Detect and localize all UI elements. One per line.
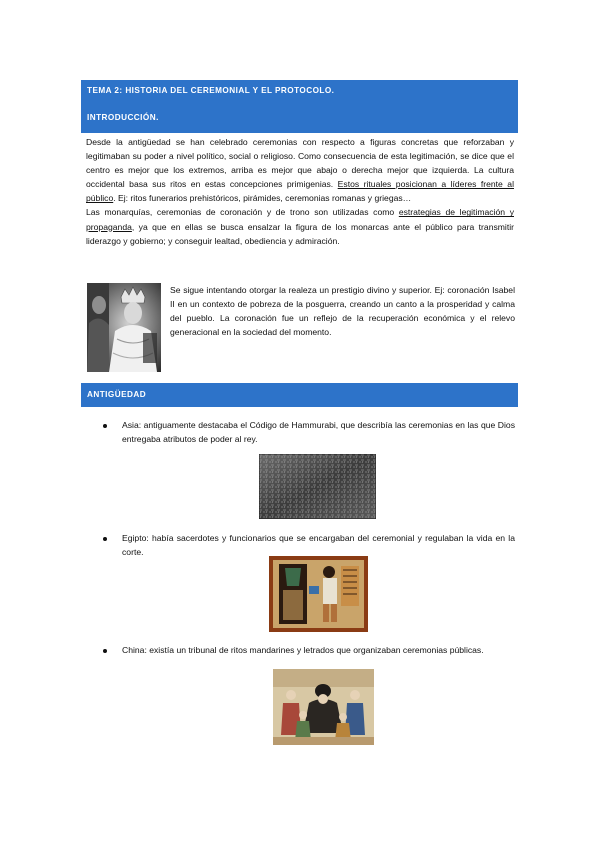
bullet-egipto — [122, 531, 515, 559]
intro-p2-text: Las monarquías, ceremonias de coronación y de trono son utilizadas como — [86, 207, 399, 218]
intro-text — [86, 135, 514, 248]
hammurabi-photo — [259, 454, 376, 519]
section-title-introduccion: INTRODUCCIÓN. — [87, 113, 159, 122]
bullet-dot-asia — [103, 424, 107, 428]
section-header-antiguedad — [81, 383, 518, 407]
section-title-antiguedad: ANTIGÜEDAD — [87, 390, 147, 399]
bullet-asia-text: Asia: antiguamente destacaba el Código de Hammurabi, que describía las ceremonias en las que Dios entregaba atributos de poder al rey. — [122, 420, 515, 445]
intro-paragraph-1 — [86, 135, 514, 205]
bullet-china-text: China: existía un tribunal de ritos mandarines y letrados que organizaban ceremonias públicas. — [122, 645, 484, 655]
intro-p1-text: Desde la antigüedad se han celebrado ceremonias con respecto a figuras concretas que reforzaban y legitimaban su poder a nivel político, social o religioso. Como consecuencia de esta legitimación, se dice que el centro es mejor que los extremos, arriba es mejor que abajo o derecha mejor que izquierda. La cultura occidental basa sus ritos en estas concepciones primigenias. — [86, 137, 514, 190]
bullet-dot-egipto — [103, 537, 107, 541]
bullet-egipto-text: Egipto: había sacerdotes y funcionarios que se encargaban del ceremonial y regulaban la vida en la corte. — [122, 533, 515, 558]
bullet-asia — [122, 418, 515, 446]
bullet-china — [122, 643, 515, 657]
bullet-dot-china — [103, 649, 107, 653]
coronation-text — [170, 283, 515, 339]
intro-paragraph-3: Se sigue intentando otorgar la realeza un prestigio divino y superior. Ej: coronación Isabel II en un contexto de pobreza de la posguerra, creando un canto a la prosperidad y calma del pueblo. La coronación fue un reflejo de la recuperación económica y el relevo generacional en la sociedad del momento. — [170, 285, 515, 338]
intro-p1-text-end: . Ej: ritos funerarios prehistóricos, pirámides, ceremonias romanas y griegas… — [113, 193, 412, 204]
document-title: TEMA 2: HISTORIA DEL CEREMONIAL Y EL PROTOCOLO. — [87, 86, 335, 95]
coronation-photo — [87, 283, 161, 372]
intro-p2-text-end: , ya que en ellas se busca ensalzar la figura de los monarcas ante el público para transmitir liderazgo y gobierno; y conseguir lealtad, obediencia y admiración. — [86, 221, 514, 246]
section-header-band — [81, 80, 518, 133]
intro-paragraph-2 — [86, 205, 514, 247]
intro-p1-underlined: Estos rituales posicionan a líderes frente al público — [86, 179, 514, 204]
intro-p2-underlined: estrategias de legitimación y propaganda — [86, 207, 514, 232]
china-court-painting-photo — [273, 669, 374, 745]
egypt-papyrus-photo — [269, 556, 368, 632]
